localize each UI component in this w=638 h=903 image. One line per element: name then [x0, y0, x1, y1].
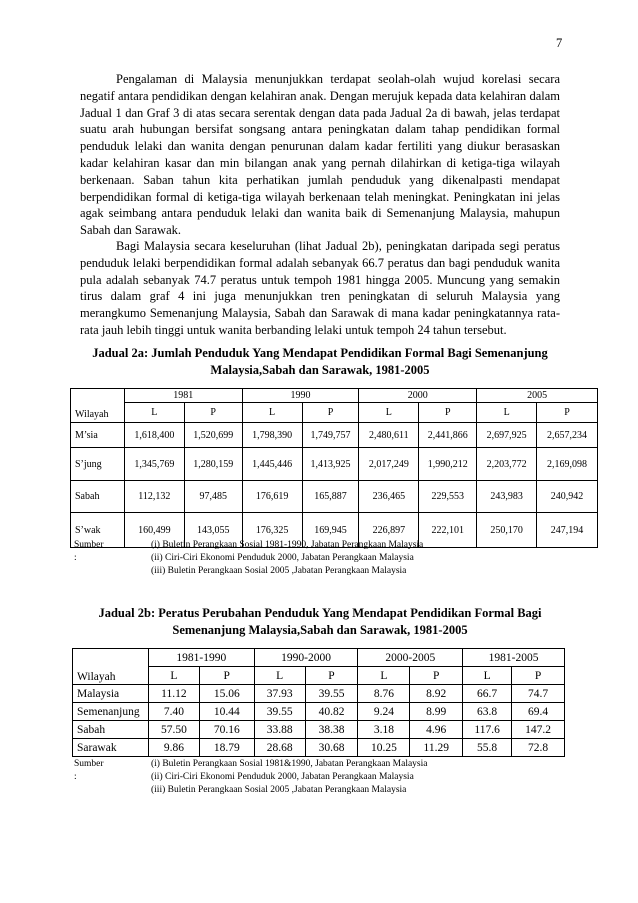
- table-row: [71, 481, 598, 513]
- table-row: [73, 703, 565, 721]
- cell: 11.29: [410, 739, 463, 757]
- cell: 1,445,446: [242, 448, 302, 481]
- sub-header: L: [148, 667, 199, 685]
- cell: 240,942: [537, 481, 598, 513]
- source-item: (i) Buletin Perangkaan Sosial 1981-1990, Jabatan Perangkaan Malaysia: [151, 540, 424, 550]
- caption-line: Malaysia,Sabah dan Sarawak, 1981-2005: [210, 362, 430, 377]
- cell: 55.8: [463, 739, 512, 757]
- sub-header: L: [242, 403, 302, 423]
- cell: 2,697,925: [477, 423, 537, 448]
- paragraph-line: rata-rata jauh lebih tinggi untuk wanita berbanding lelaki untuk tempoh 24 tahun tersebut.: [80, 306, 561, 337]
- cell: 143,055: [184, 513, 242, 548]
- cell: 112,132: [124, 481, 184, 513]
- paragraph-line: Pengalaman di Malaysia menunjukkan terdapat seolah-olah wujud korelasi secara: [116, 72, 560, 86]
- cell: 39.55: [254, 703, 305, 721]
- sub-header: L: [358, 667, 410, 685]
- paragraph-line: berasaskan kadar kelahiran kasar dan min bilangan anak yang pernah dilahirkan di ketiga-tiga: [80, 139, 560, 170]
- sub-header: P: [512, 667, 565, 685]
- cell: 1,345,769: [124, 448, 184, 481]
- paragraph-line: merangkumo Semenanjung Malaysia, Sabah dan Sarawak di mana kadar peningkatannya: [80, 306, 534, 321]
- paragraph-line: Malaysia, mahupun Sabah dan Sarawak.: [80, 206, 561, 238]
- paragraph-line: wanita pula adalah sebanyak 74.7 peratus untuk tempoh 1981 hingga 2005. Muncung yang: [80, 255, 560, 287]
- sub-header: P: [419, 403, 477, 423]
- sub-header: L: [359, 403, 419, 423]
- sub-header: P: [305, 667, 358, 685]
- paragraph-line: Peningkatan ini jelas agak seimbang antara penduduk lelaki dan wanita baik di Semenanjung: [80, 189, 561, 221]
- year-header: 2000: [359, 389, 477, 403]
- row-label: Semenanjung: [73, 703, 149, 721]
- year-header: 1981: [124, 389, 242, 403]
- source-label: Sumber :: [74, 759, 104, 782]
- cell: 9.24: [358, 703, 410, 721]
- row-label: S’wak: [71, 513, 125, 548]
- table-2a: [70, 388, 598, 548]
- sub-header: L: [463, 667, 512, 685]
- row-header: Wilayah: [71, 389, 125, 423]
- table-row: [73, 685, 565, 703]
- cell: 2,480,611: [359, 423, 419, 448]
- caption-line: Jadual 2b: Peratus Perubahan Penduduk Yang Mendapat Pendidikan Formal Bagi: [98, 606, 542, 620]
- sub-header: L: [254, 667, 305, 685]
- cell: 40.82: [305, 703, 358, 721]
- cell: 1,280,159: [184, 448, 242, 481]
- row-label: Sabah: [73, 721, 149, 739]
- source-item: (i) Buletin Perangkaan Sosial 1981&1990, Jabatan Perangkaan Malaysia: [151, 759, 428, 769]
- paragraph-1: [80, 71, 560, 239]
- cell: 63.8: [463, 703, 512, 721]
- cell: 8.76: [358, 685, 410, 703]
- cell: 117.6: [463, 721, 512, 739]
- cell: 11.12: [148, 685, 199, 703]
- page-number: 7: [556, 36, 563, 50]
- cell: 69.4: [512, 703, 565, 721]
- source-item: (iii) Buletin Perangkaan Sosial 2005 ,Jabatan Perangkaan Malaysia: [151, 785, 407, 795]
- cell: 243,983: [477, 481, 537, 513]
- paragraph-line: negatif antara pendidikan dengan kelahiran anak. Dengan merujuk kepada data kelahiran: [80, 88, 527, 103]
- cell: 176,325: [242, 513, 302, 548]
- paragraph-line: penduduk lelaki berpendidikan formal adalah sebanyak 66.7 peratus dan bagi penduduk: [80, 255, 524, 270]
- table-2a-caption: [70, 345, 570, 378]
- cell: 247,194: [537, 513, 598, 548]
- cell: 18.79: [199, 739, 254, 757]
- paragraph-line: formal penduduk lelaki dan wanita dengan penurunan dalam kadar fertiliti yang diukur: [80, 122, 560, 154]
- sub-header: P: [184, 403, 242, 423]
- cell: 33.88: [254, 721, 305, 739]
- cell: 160,499: [124, 513, 184, 548]
- source-item: (ii) Ciri-Ciri Ekonomi Penduduk 2000, Jabatan Perangkaan Malaysia: [151, 553, 414, 563]
- source-item: (iii) Buletin Perangkaan Sosial 2005 ,Jabatan Perangkaan Malaysia: [151, 566, 407, 576]
- cell: 1,798,390: [242, 423, 302, 448]
- table-row: [71, 423, 598, 448]
- sub-header: P: [302, 403, 359, 423]
- sub-header: P: [410, 667, 463, 685]
- paragraph-line: semakin tirus dalam graf 4 ini juga menunjukkan tren peningkatan di seluruh Malaysia yang: [80, 272, 560, 304]
- paragraph-line: dalam Jadual 1 dan Graf 3 di atas secara serentak dengan data pada Jadual 2a di bawah, jelas: [80, 88, 561, 120]
- cell: 2,169,098: [537, 448, 598, 481]
- cell: 4.96: [410, 721, 463, 739]
- row-header: Wilayah: [73, 649, 149, 685]
- cell: 3.18: [358, 721, 410, 739]
- cell: 176,619: [242, 481, 302, 513]
- cell: 226,897: [359, 513, 419, 548]
- cell: 236,465: [359, 481, 419, 513]
- cell: 222,101: [419, 513, 477, 548]
- cell: 2,017,249: [359, 448, 419, 481]
- cell: 250,170: [477, 513, 537, 548]
- cell: 1,618,400: [124, 423, 184, 448]
- paragraph-line: Bagi Malaysia secara keseluruhan (lihat Jadual 2b), peningkatan daripada segi peratus: [116, 239, 560, 253]
- cell: 57.50: [148, 721, 199, 739]
- row-label: Sabah: [71, 481, 125, 513]
- cell: 2,203,772: [477, 448, 537, 481]
- cell: 147.2: [512, 721, 565, 739]
- period-header: 1990-2000: [254, 649, 358, 667]
- cell: 15.06: [199, 685, 254, 703]
- source-item: (ii) Ciri-Ciri Ekonomi Penduduk 2000, Jabatan Perangkaan Malaysia: [151, 772, 414, 782]
- cell: 1,990,212: [419, 448, 477, 481]
- paragraph-line: terdapat suatu arah hubungan bersifat songsang antara peningkatan dalam tahap pendidikan: [80, 105, 560, 137]
- cell: 9.86: [148, 739, 199, 757]
- source-label: Sumber :: [74, 540, 104, 563]
- cell: 72.8: [512, 739, 565, 757]
- cell: 1,413,925: [302, 448, 359, 481]
- cell: 38.38: [305, 721, 358, 739]
- cell: 37.93: [254, 685, 305, 703]
- caption-line: Jadual 2a: Jumlah Penduduk Yang Mendapat Pendidikan Formal Bagi Semenanjung: [92, 346, 548, 360]
- cell: 7.40: [148, 703, 199, 721]
- cell: 2,657,234: [537, 423, 598, 448]
- sub-header: P: [537, 403, 598, 423]
- cell: 229,553: [419, 481, 477, 513]
- row-label: Sarawak: [73, 739, 149, 757]
- cell: 8.99: [410, 703, 463, 721]
- cell: 30.68: [305, 739, 358, 757]
- cell: 74.7: [512, 685, 565, 703]
- paragraph-line: wilayah berkenaan. Saban tahun kita perhatikan jumlah penduduk yang dikenalpasti: [80, 155, 560, 187]
- table-2b: [72, 648, 565, 757]
- cell: 28.68: [254, 739, 305, 757]
- row-label: S’jung: [71, 448, 125, 481]
- year-header: 1990: [242, 389, 359, 403]
- cell: 1,749,757: [302, 423, 359, 448]
- cell: 8.92: [410, 685, 463, 703]
- caption-line: Semenanjung Malaysia,Sabah dan Sarawak, 1981-2005: [172, 622, 468, 637]
- sub-header: L: [124, 403, 184, 423]
- cell: 10.44: [199, 703, 254, 721]
- cell: 165,887: [302, 481, 359, 513]
- cell: 169,945: [302, 513, 359, 548]
- period-header: 1981-2005: [463, 649, 565, 667]
- period-header: 2000-2005: [358, 649, 463, 667]
- year-header: 2005: [477, 389, 598, 403]
- table-row: [71, 448, 598, 481]
- cell: 39.55: [305, 685, 358, 703]
- table-2b-caption: [70, 605, 570, 638]
- cell: 97,485: [184, 481, 242, 513]
- cell: 10.25: [358, 739, 410, 757]
- row-label: M’sia: [71, 423, 125, 448]
- paragraph-line: mendapat berpendidikan formal di ketiga-tiga wilayah berkenaan telah meningkat.: [80, 172, 561, 204]
- sub-header: L: [477, 403, 537, 423]
- cell: 2,441,866: [419, 423, 477, 448]
- table-row: [73, 739, 565, 757]
- table-row: [73, 721, 565, 739]
- cell: 70.16: [199, 721, 254, 739]
- cell: 66.7: [463, 685, 512, 703]
- row-label: Malaysia: [73, 685, 149, 703]
- sub-header: P: [199, 667, 254, 685]
- period-header: 1981-1990: [148, 649, 254, 667]
- paragraph-2: [80, 238, 560, 339]
- cell: 1,520,699: [184, 423, 242, 448]
